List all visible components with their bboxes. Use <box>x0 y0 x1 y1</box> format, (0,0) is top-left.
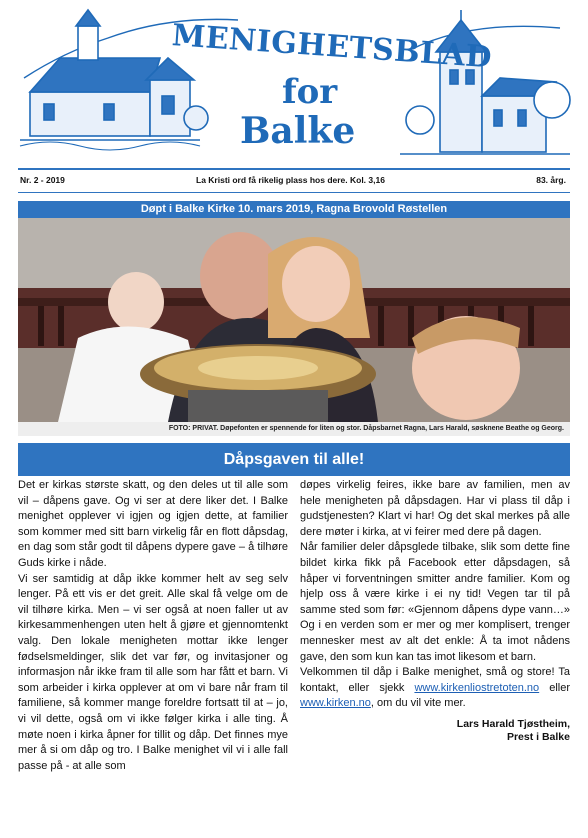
baptism-photo-image <box>18 218 570 422</box>
closing-text: Ta kontakt, eller sjekk <box>300 666 571 694</box>
signature-title: Prest i Balke <box>506 730 570 743</box>
info-rule <box>18 192 570 193</box>
closing-text: eller <box>549 681 570 694</box>
masthead-place: Balke <box>240 110 356 152</box>
top-rule <box>18 168 570 170</box>
signature-name: Lars Harald Tjøstheim, <box>456 717 570 730</box>
article-left-column <box>18 478 288 774</box>
issue-info-bar <box>18 172 570 190</box>
masthead-title: MENIGHETSBLAD <box>170 18 494 76</box>
baptism-photo <box>18 218 570 422</box>
kirkenliostretoten-link[interactable]: www.kirkenliostretoten.no <box>414 681 540 694</box>
closing-paragraph <box>300 665 570 712</box>
paragraph: Vi ser samtidig at dåp ikke kommer helt av seg selv lenger. På ett vis er det greit. Alle skal få velge om de vil tilhøre kirka. Men – vi ser også at noen faller ut av kirkesammenhengen uten helt å gjøre et gjennomtenkt valg. Den lokale menigheten mottar ikke lenger fødselsmeldinger, slik det var før, og invitasjoner og informasjon når ikke fram til alle som har fått et barn. Vi som arbeider i kirka opplever at om vi bare når fram til familiene, så kommer mange foreldre fortsatt til at – jo, vi vil dette, også om vi ikke følger kirka i alle ting. Å møte noen i kirka åpner for tillit og dåp. Det finnes mye mer å si om dåp og tro. I Balke menighet vil vi i alle fall passe på - at alle som <box>18 572 288 772</box>
closing-line: Velkommen til dåp i Balke menighet, små og store! <box>300 666 555 679</box>
photo-banner: Døpt i Balke Kirke 10. mars 2019, Ragna Brovold Røstellen <box>18 201 570 218</box>
article-right-column <box>300 478 570 744</box>
masthead <box>0 0 588 168</box>
issue-number: Nr. 2 - 2019 <box>20 175 65 185</box>
photo-caption: FOTO: PRIVAT. Døpefonten er spennende for liten og stor. Dåpsbarnet Ragna, Lars Harald, søsknene Beathe og Georg. <box>18 422 570 436</box>
paragraph: døpes virkelig feires, ikke bare av familien, men av hele menigheten på dåpsdagen. Har vi plass til dåp i gudstjenesten? Klart vi har! Og det skal merkes på alle dere møter i kirka, at vi feirer med dere på dagen. <box>300 479 570 538</box>
kirken-link[interactable]: www.kirken.no <box>300 697 371 710</box>
signature <box>300 718 570 744</box>
header-verse: La Kristi ord få rikelig plass hos dere. Kol. 3,16 <box>196 175 385 185</box>
paragraph: Det er kirkas største skatt, og den deles ut til alle som vil – dåpens gave. Og vi ser at dere liker det. I Balke menighet opplever vi igjen og igjen dette, at familier som kommer med sitt barn virkelig får en flott dåpsdag, en dag som står godt til dåpens dypere gave – å tilhøre Guds kirke i nåde. <box>18 479 288 569</box>
masthead-for: for <box>282 72 338 112</box>
closing-text: , om du vil vite mer. <box>370 697 466 710</box>
volume-year: 83. årg. <box>536 175 566 185</box>
paragraph: Når familier deler dåpsglede tilbake, slik som dette fine bildet kirka fikk på Facebook etter dåpsdagen, så håper vi forventningen smitter andre familier. Kom og hjelp oss å være kirke i ei ny tid! Vegen tar til på samme sted som før: «Gjennom dåpens dype vann…» Og i en verden som er mer og mer komplisert, trenger mennesker mest av alt det enkle: Å ta imot nådens gave, den som kun kan tas imot likesom et barn. <box>300 541 570 663</box>
article-heading: Dåpsgaven til alle! <box>18 443 570 476</box>
